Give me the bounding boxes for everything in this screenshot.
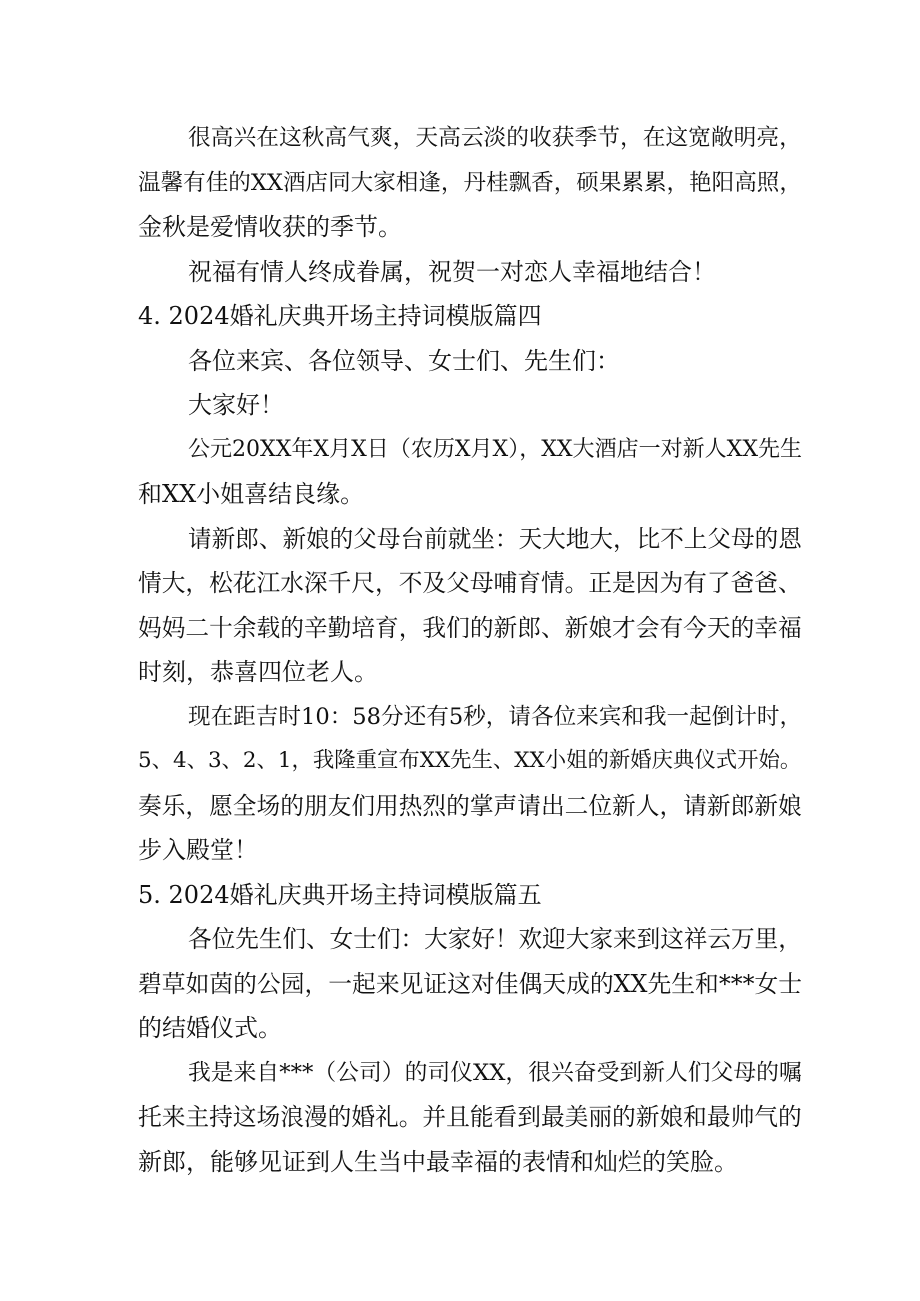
- paragraph: [138, 517, 802, 695]
- paragraph-line: 金秋是爱情收获的季节。: [138, 213, 402, 241]
- paragraph: [138, 116, 802, 250]
- paragraph-line: 妈妈二十余载的辛勤培育，我们的新郎、新娘才会有今天的幸福: [138, 613, 802, 642]
- paragraph-line: 时刻，恭喜四位老人。: [138, 658, 378, 686]
- paragraph-line: 很高兴在这秋高气爽，天高云淡的收获季节，在这宽敞明亮，: [188, 125, 802, 151]
- document-body: [138, 116, 802, 1184]
- paragraph: [138, 695, 802, 873]
- paragraph: [138, 383, 802, 428]
- section-heading: 5. 2024婚礼庆典开场主持词模版篇五: [138, 880, 542, 909]
- paragraph-line: 大家好！: [188, 391, 284, 419]
- paragraph-line: 的结婚仪式。: [138, 1014, 282, 1042]
- paragraph-line: 各位来宾、各位领导、女士们、先生们：: [188, 346, 620, 375]
- paragraph-line: 奏乐，愿全场的朋友们用热烈的掌声请出二位新人，请新郎新娘: [138, 791, 802, 820]
- paragraph-line: 我是来自***（公司）的司仪XX，很兴奋受到新人们父母的嘱: [188, 1059, 802, 1086]
- paragraph-line: 公元20XX年X月X日（农历X月X），XX大酒店一对新人XX先生: [188, 436, 803, 462]
- paragraph-line: 请新郎、新娘的父母台前就坐：天大地大，比不上父母的恩: [188, 524, 802, 553]
- paragraph: [138, 339, 802, 384]
- paragraph-line: 温馨有佳的XX酒店同大家相逢，丹桂飘香，硕果累累，艳阳高照，: [138, 169, 802, 196]
- paragraph-line: 各位先生们、女士们：大家好！欢迎大家来到这祥云万里，: [188, 925, 802, 953]
- paragraph-line: 碧草如茵的公园，一起来见证这对佳偶天成的XX先生和***女士: [138, 969, 803, 998]
- paragraph-line: 步入殿堂！: [138, 836, 258, 864]
- paragraph-line: 托来主持这场浪漫的婚礼。并且能看到最美丽的新娘和最帅气的: [138, 1103, 802, 1131]
- paragraph: [138, 250, 802, 295]
- paragraph: [138, 428, 802, 517]
- section-heading: 4. 2024婚礼庆典开场主持词模版篇四: [138, 302, 542, 330]
- paragraph: [138, 1051, 802, 1185]
- paragraph-line: 现在距吉时10：58分还有5秒，请各位来宾和我一起倒计时，: [188, 703, 803, 730]
- paragraph-line: 新郎，能够见证到人生当中最幸福的表情和灿烂的笑脸。: [138, 1147, 738, 1176]
- paragraph: [138, 917, 802, 1051]
- paragraph-line: 5、4、3、2、1，我隆重宣布XX先生、XX小姐的新婚庆典仪式开始。: [138, 748, 802, 773]
- paragraph-line: 祝福有情人终成眷属，祝贺一对恋人幸福地结合！: [188, 257, 716, 286]
- paragraph-line: 情大，松花江水深千尺，不及父母哺育情。正是因为有了爸爸、: [138, 569, 802, 597]
- paragraph-line: 和XX小姐喜结良缘。: [138, 480, 365, 508]
